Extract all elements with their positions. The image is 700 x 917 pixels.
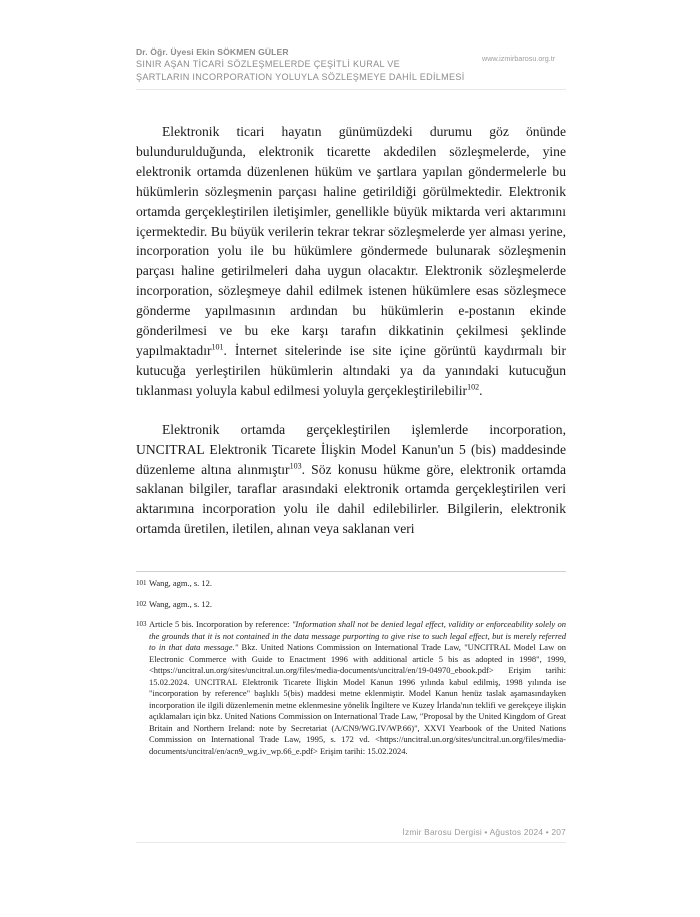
footnote <box>136 599 566 611</box>
footnote-lead: Article 5 bis. Incorporation by reference: <box>149 619 292 629</box>
footnote-divider <box>136 571 566 572</box>
footnote <box>136 619 566 757</box>
paragraph-text: . <box>479 382 483 398</box>
footnote-number: 101 <box>136 579 147 587</box>
paragraph-text: . İnternet sitelerinde ise site içine görüntü kaydırmalı bir kutucuğa yerleştirilen hükümlerin altındaki ya da yanındaki kutucuğun tıklanması yoluyla kabul edilmesi yoluyla gerçekleştirilebilir <box>136 342 566 398</box>
website-url: www.izmirbarosu.org.tr <box>482 54 556 63</box>
footnote-text: Wang, agm., s. 12. <box>149 598 213 609</box>
footer-divider <box>136 842 566 843</box>
paragraph <box>136 122 566 401</box>
footnote-number: 102 <box>136 599 147 608</box>
author-name: Dr. Öğr. Üyesi Ekin SÖKMEN GÜLER <box>136 47 289 57</box>
header-divider <box>136 89 566 90</box>
footnote-ref: 102 <box>467 382 480 392</box>
body-text <box>136 122 566 539</box>
footnote-text <box>149 619 566 757</box>
article-title-line-1: SINIR AŞAN TİCARİ SÖZLEŞMELERDE ÇEŞİTLİ KURAL VE <box>136 59 401 69</box>
footnote-ref: 101 <box>211 342 224 352</box>
footnote-ref: 103 <box>289 460 302 470</box>
footnote <box>136 578 566 590</box>
paragraph-text: Elektronik ticari hayatın günümüzdeki durumu göz önünde bulundurulduğunda, elektronik ticarette akdedilen sözleşmelerde, yine elektronik ortamda düzenlenen hüküm ve şartlara yapılan göndermelerle bu hükümlerin sözleşmenin parçası haline getirildiği görülmektedir. Elektronik ortamda gerçekleştirilen iletişimler, genellikle büyük miktarda veri aktarımını içermektedir. Bu büyük verilerin tekrar tekrar sözleşmelerde yer alması yerine, incorporation yolu ile bu hükümlere göndermede bulunarak sözleşmenin parçası haline getirilmeleri daha uygun olacaktır. Elektronik sözleşmelerde incorporation, sözleşmeye dahil edilmek istenen hükümlere esas sözleşmece gönderme yapılmasının ardından bu hükümlerin e-postanın ekinde gönderilmesi ve bu eke karşı tarafın dikkatinin çekilmesi şeklinde yapılmaktadır <box>136 124 566 358</box>
footnote-quote: "Information shall not be denied legal effect, validity or enforceability solely on the grounds that it is not contained in the data message purporting to give rise to such legal effect, but is merely referred to in that data message." <box>149 619 566 652</box>
paragraph <box>136 420 566 539</box>
footnote-text: Wang, agm., s. 12. <box>149 578 213 588</box>
footnotes <box>136 578 566 766</box>
running-header <box>136 47 566 83</box>
footnote-number: 103 <box>136 620 147 628</box>
paragraph-text: Elektronik ortamda gerçekleştirilen işlemlerde incorporation, UNCITRAL Elektronik Ticarete İlişkin Model Kanun'un 5 (bis) maddesinde düzenleme altına alınmıştır <box>136 421 566 477</box>
footnote-rest: Bkz. United Nations Commission on International Trade Law, "UNCITRAL Model Law on Electronic Commerce with Guide to Enactment 1996 with additional article 5 bis as adopted in 1998", 1999, <https://uncitral.un.org/sites/uncitral.un.org/files/media-documents/uncitral/en/19-04970_ebook.pdf> Erişim tarihi: 15.02.2024. UNCITRAL Elektronik Ticarete İlişkin Model Kanun 1996 yılında kabul edilmiş, 1998 yılında ise "incorporation by reference" başlıklı 5(bis) maddesi metne eklenmiştir. Model Kanun henüz taslak aşamasındayken incorporation ile ilgili düzenlemenin metne eklenmesine yönelik İngiltere ve Kuzey İrlanda'nın teklifi ve gerekçeye ilişkin açıklamaları için bkz. United Nations Commission on International Trade Law, "Proposal by the United Kingdom of Great Britain and Northern Ireland: note by Secretariat (A/CN9/WG.IV/WP.66)", XXVI Yearbook of the United Nations Commission on International Trade Law, 1995, s. 172 vd. <https://uncitral.un.org/sites/uncitral.un.org/files/media-documents/uncitral/en/acn9_wg.iv_wp.66_e.pdf> Erişim tarihi: 15.02.2024. <box>149 642 566 756</box>
article-title-line-2: ŞARTLARIN INCORPORATION YOLUYLA SÖZLEŞMEYE DAHİL EDİLMESİ <box>136 71 465 82</box>
page-footer: İzmir Barosu Dergisi • Ağustos 2024 • 207 <box>402 827 566 837</box>
paragraph-text: . Söz konusu hükme göre, elektronik ortamda saklanan bilgiler, taraflar arasındaki elektronik ortamda gerçekleştirilen veri aktarımına incorporation yolu ile dahil edilebilirler. Bilgilerin, elektronik ortamda üretilen, iletilen, alınan veya saklanan veri <box>136 461 566 537</box>
